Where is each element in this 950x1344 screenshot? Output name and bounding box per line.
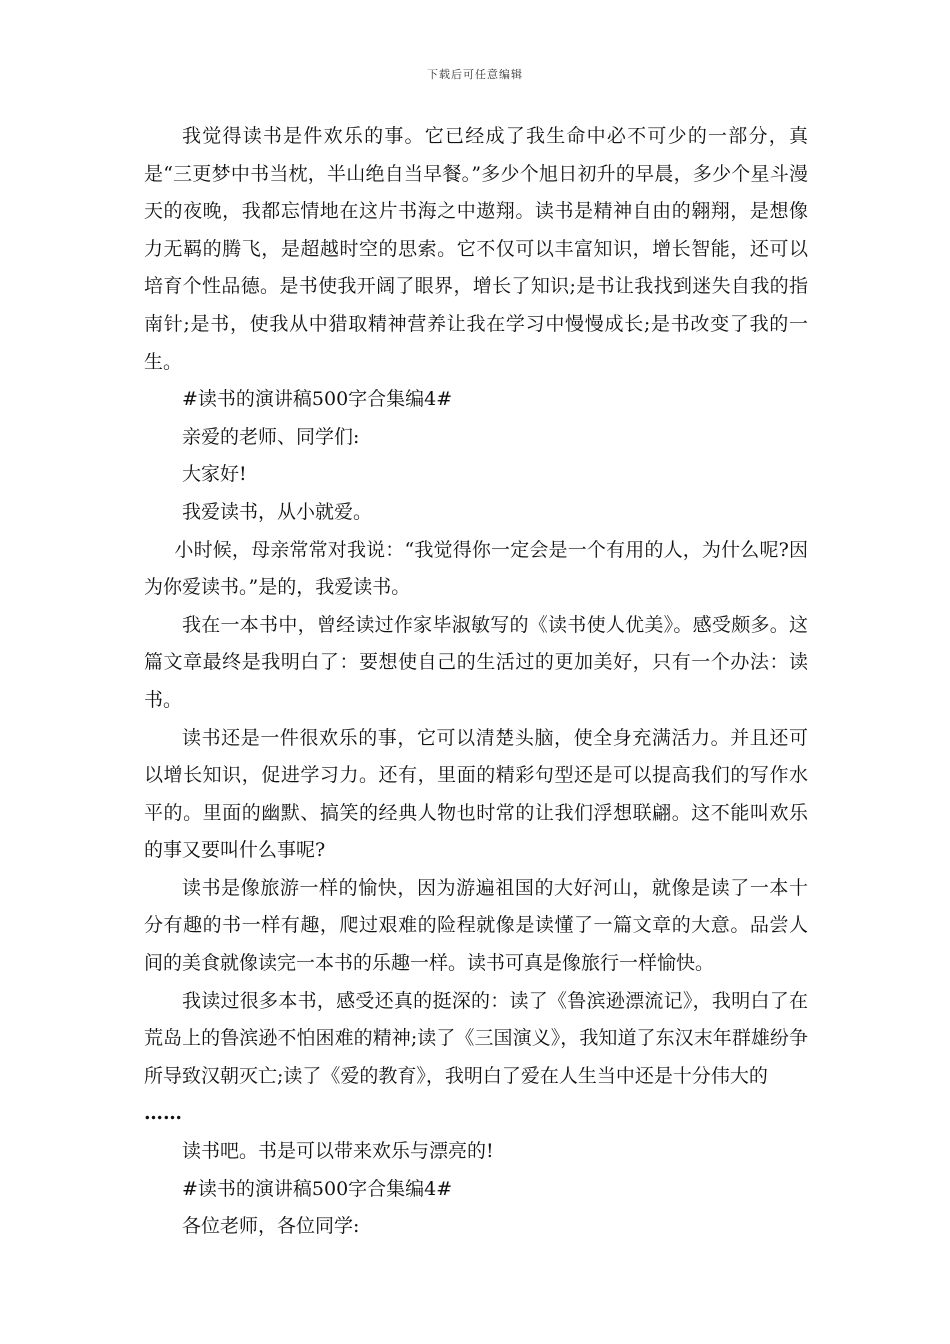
paragraph-childhood: 小时候，母亲常常对我说：“我觉得你一定会是一个有用的人，为什么呢?因为你爱读书。”是的，我爱读书。 bbox=[144, 538, 808, 599]
paragraph-conclusion: 读书吧。书是可以带来欢乐与漂亮的! bbox=[182, 1140, 494, 1163]
paragraph-reading-joy: 我觉得读书是件欢乐的事。它已经成了我生命中必不可少的一部分，真是“三更梦中书当枕，半山绝自当早餐。”多少个旭日初升的早晨，多少个星斗漫天的夜晚，我都忘情地在这片书海之中遨翔。读书是精神自由的翱翔，是想像力无羁的腾飞，是超越时空的思索。它不仅可以丰富知识，增长智能，还可以培育个性品德。是书使我开阔了眼界，增长了知识;是书让我找到迷失自我的指南针;是书，使我从中猎取精神营养让我在学习中慢慢成长;是书改变了我的一生。 bbox=[144, 125, 808, 373]
ellipsis: …… bbox=[144, 1102, 182, 1125]
greeting: 大家好! bbox=[182, 463, 247, 486]
salutation-2: 各位老师，各位同学: bbox=[182, 1215, 360, 1238]
section-heading-2: #读书的演讲稿500字合集编4# bbox=[182, 1177, 453, 1200]
page-header: 下载后可任意编辑 bbox=[427, 68, 523, 81]
salutation: 亲爱的老师、同学们: bbox=[182, 425, 360, 448]
paragraph-love-reading: 我爱读书，从小就爱。 bbox=[182, 500, 373, 523]
paragraph-reading-travel: 读书是像旅游一样的愉快，因为游遍祖国的大好河山，就像是读了一本十分有趣的书一样有趣，爬过艰难的险程就像是读懂了一篇文章的大意。品尝人间的美食就像读完一本书的乐趣一样。读书可真是像旅行一样愉快。 bbox=[144, 876, 808, 975]
document-body bbox=[144, 118, 808, 1246]
section-heading: #读书的演讲稿500字合集编4# bbox=[182, 388, 453, 411]
paragraph-book-essay: 我在一本书中，曾经读过作家毕淑敏写的《读书使人优美》。感受颇多。这篇文章最终是我明白了：要想使自己的生活过的更加美好，只有一个办法：读书。 bbox=[144, 613, 808, 711]
paragraph-reading-fun: 读书还是一件很欢乐的事，它可以清楚头脑，使全身充满活力。并且还可以增长知识，促进学习力。还有，里面的精彩句型还是可以提高我们的写作水平的。里面的幽默、搞笑的经典人物也时常的让我们浮想联翩。这不能叫欢乐的事又要叫什么事呢? bbox=[144, 726, 808, 862]
paragraph-books-read: 我读过很多本书，感受还真的挺深的：读了《鲁滨逊漂流记》，我明白了在荒岛上的鲁滨逊不怕困难的精神;读了《三国演义》，我知道了东汉末年群雄纷争所导致汉朝灭亡;读了《爱的教育》，我明白了爱在人生当中还是十分伟大的 bbox=[144, 989, 808, 1087]
